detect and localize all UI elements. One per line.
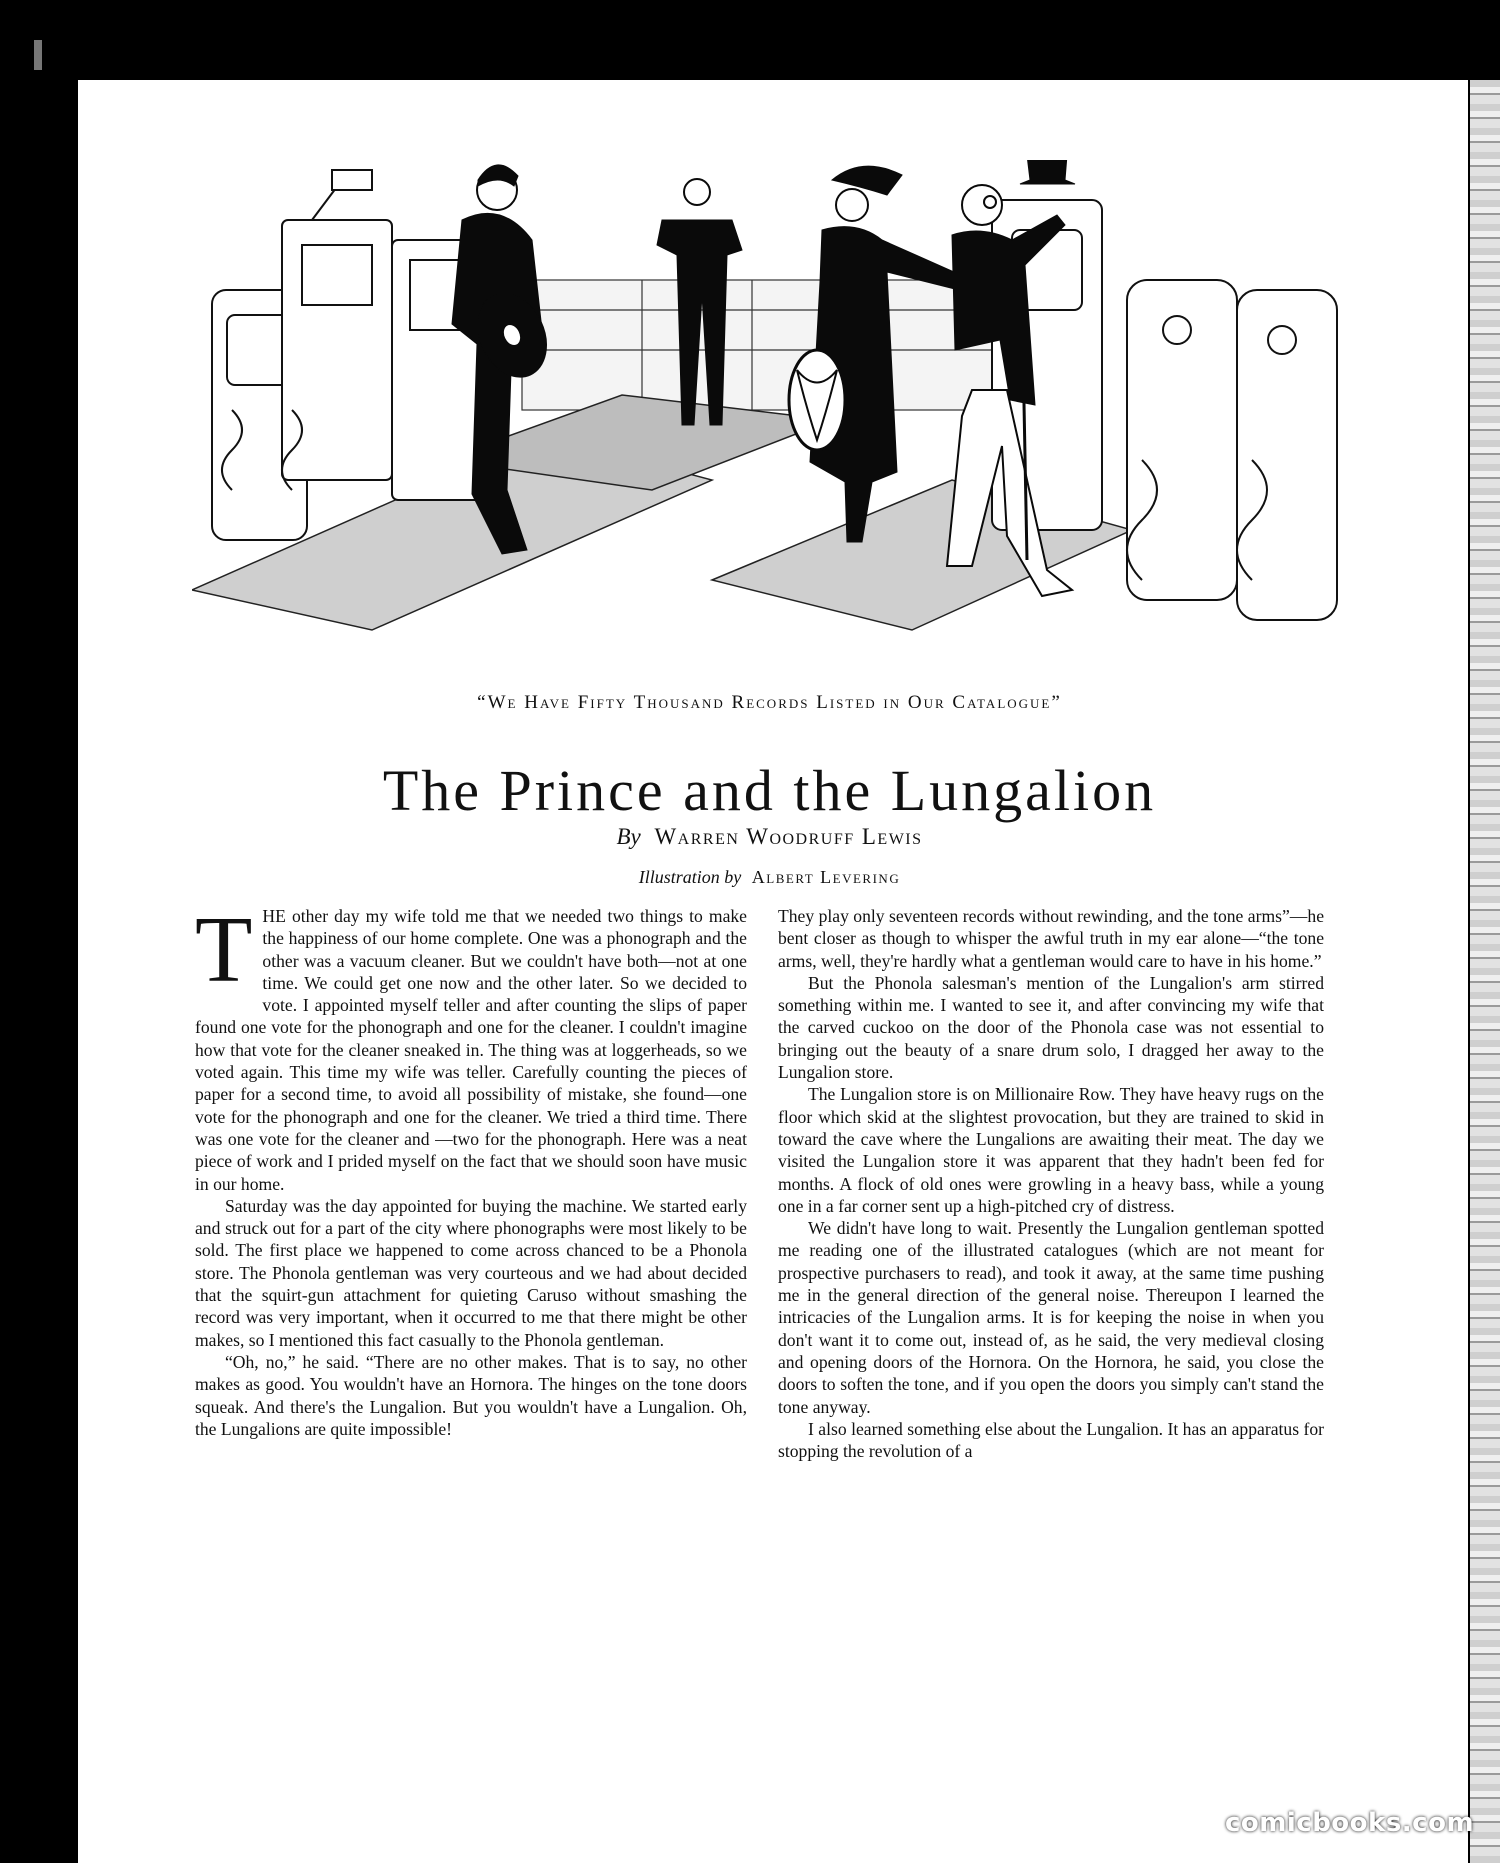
illustration-credit: [192, 867, 1347, 888]
byline: [192, 824, 1347, 850]
paragraph: They play only seventeen records without rewinding, and the tone arms”—he bent closer as though to whisper the awful truth in my ear alone—“the tone arms, well, they're hardly what a gentleman would care to have in his home.”: [778, 906, 1324, 971]
paragraph: [195, 898, 747, 1195]
paragraph: The Lungalion store is on Millionaire Row. They have heavy rugs on the floor which skid at the slightest provocation, but they are trained to skid in toward the cave where the Lungalions are awaiting their meat. The day we visited the Lungalion store it was apparent that they hadn't been fed for months. A flock of old ones were growling in a heavy bass, while a young one in a far corner sent up a high-pitched cry of distress.: [778, 1084, 1324, 1216]
paragraph: “Oh, no,” he said. “There are no other makes. That is to say, no other makes as good. You wouldn't have an Hornora. The hinges on the tone doors squeak. And there's the Lungalion. But you wouldn't have a Lungalion. Oh, the Lungalions are quite impossible!: [195, 1351, 747, 1439]
illustrator-name: Albert Levering: [751, 867, 901, 887]
paragraph: I also learned something else about the Lungalion. It has an apparatus for stopping the revolution of a: [778, 1418, 1324, 1462]
paragraph: But the Phonola salesman's mention of the Lungalion's arm stirred something within me. I wanted to see it, and after convincing my wife that the carved cuckoo on the door of the Phonola case was not essential to bringing out the beauty of a snare drum solo, I dragged her away to the Lungalion store.: [778, 972, 1324, 1083]
article-title: The Prince and the Lungalion: [382, 758, 1157, 823]
phonograph-store-illustration: [192, 160, 1347, 700]
text-column-left: [195, 898, 747, 1440]
drop-cap: T: [195, 898, 253, 1002]
paragraph: Saturday was the day appointed for buying the machine. We started early and struck out for a part of the city where phonographs were most likely to be sold. The first place we happened to come across chanced to be a Phonola store. The Phonola gentleman was very courteous and we had about decided that the squirt-gun attachment for quieting Caruso without smashing the record was very important, when it occurred to me that there might be other makes, so I mentioned this fact casually to the Phonola gentleman.: [195, 1195, 747, 1350]
page-stack-edge: [1470, 80, 1500, 1863]
text-column-right: [778, 905, 1324, 1462]
byline-prefix: By: [616, 824, 641, 849]
paragraph-text: HE other day my wife told me that we needed two things to make the happiness of our home complete. One was a phonograph and the other was a vacuum cleaner. But we couldn't have both—not at one time. We could get one now and the other later. So we decided to vote. I appointed myself teller and after counting the slips of paper found one vote for the phonograph and one for the cleaner. I couldn't imagine how that vote for the cleaner sneaked in. The thing was at loggerheads, so we voted again. This time my wife was teller. Carefully counting the pieces of paper for a second time, to avoid all possibility of mistake, she found—one vote for the phonograph and one for the cleaner. We tried a third time. There was one vote for the cleaner and —two for the phonograph. Here was a neat piece of work and I prided myself on the fact that we should soon have music in our home.: [195, 906, 747, 1194]
binding-edge: [0, 0, 78, 1863]
author-name: Warren Woodruff Lewis: [654, 824, 923, 849]
illustration-caption: “We Have Fifty Thousand Records Listed in Our Catalogue”: [477, 692, 1062, 713]
paragraph: We didn't have long to wait. Presently the Lungalion gentleman spotted me reading one of the illustrated catalogues (which are not meant for prospective purchasers to read), and took it away, at the same time pushing me in the general direction of the general noise. Thereupon I learned the intricacies of the Lungalion arms. It is for keeping the noise in when you don't want it to come out, instead of, as he said, the very medieval closing and opening doors of the Hornora. On the Hornora, he said, you close the doors to soften the tone, and if you open the doors you simply can't stand the tone anyway.: [778, 1218, 1324, 1417]
site-watermark: comicbooks.com: [1225, 1808, 1475, 1838]
illustration-credit-prefix: Illustration by: [638, 867, 742, 887]
